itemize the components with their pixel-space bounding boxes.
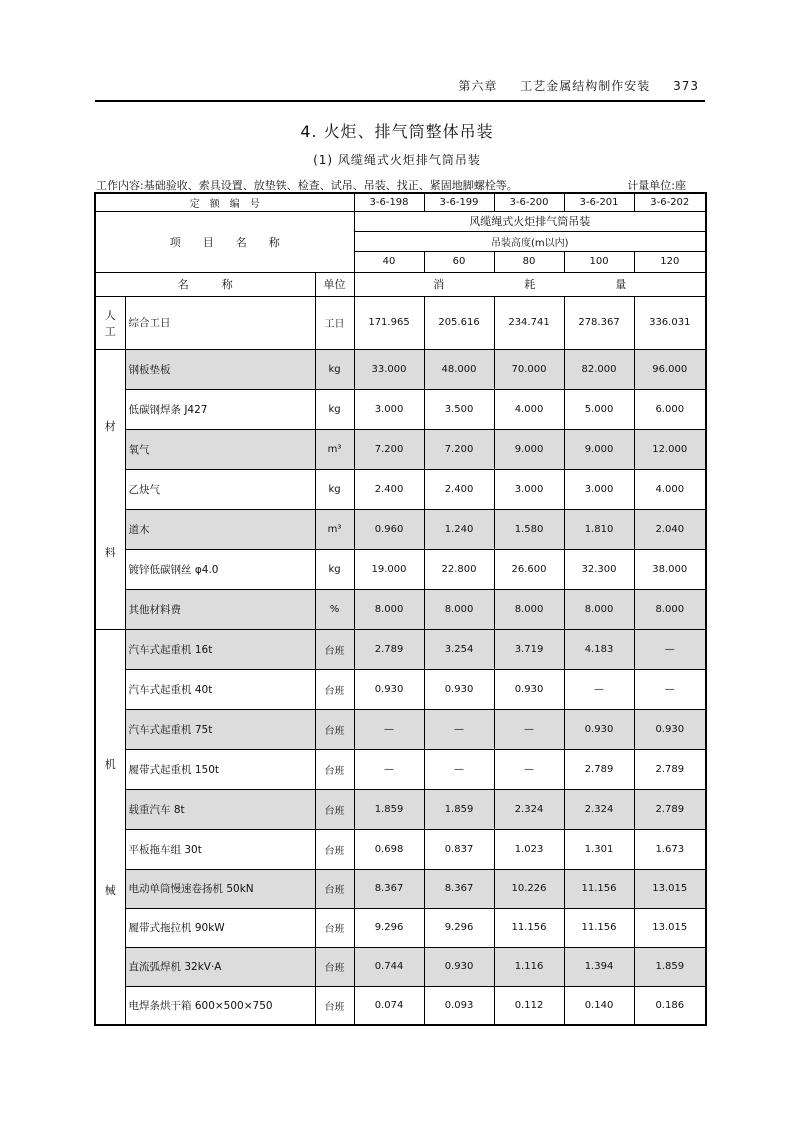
name-column-header: 名 称 [95,272,315,296]
value-cell: 96.000 [634,349,706,389]
item-name: 低碳钢焊条 J427 [125,389,315,429]
value-cell: 3.000 [354,389,424,429]
value-cell: 0.112 [494,986,564,1025]
page-subtitle: (1) 风缆绳式火炬排气筒吊装 [313,153,481,167]
table-row [95,549,706,589]
item-unit: kg [315,469,354,509]
value-cell: 278.367 [564,296,634,349]
value-cell: 11.156 [494,908,564,947]
page-title: 4. 火炬、排气筒整体吊装 [300,122,494,141]
item-unit: kg [315,389,354,429]
value-cell: — [564,669,634,709]
height-cell: 60 [424,251,494,272]
value-cell: 82.000 [564,349,634,389]
code-cell: 3-6-201 [564,193,634,211]
value-cell: — [424,749,494,789]
value-cell: 205.616 [424,296,494,349]
value-cell: 1.580 [494,509,564,549]
value-cell: 22.800 [424,549,494,589]
value-cell: 5.000 [564,389,634,429]
category-cell [95,349,125,629]
item-name: 综合工日 [125,296,315,349]
height-cell: 100 [564,251,634,272]
value-cell: — [634,669,706,709]
value-cell: 1.859 [634,947,706,986]
value-cell: 70.000 [494,349,564,389]
item-name: 汽车式起重机 16t [125,629,315,669]
value-cell: 1.023 [494,829,564,869]
value-cell: 2.324 [494,789,564,829]
value-cell: 1.859 [354,789,424,829]
table-row [95,509,706,549]
table-row [95,947,706,986]
value-cell: 3.719 [494,629,564,669]
item-unit: 台班 [315,669,354,709]
table-row [95,789,706,829]
value-cell: 0.698 [354,829,424,869]
value-cell: 8.000 [424,589,494,629]
value-cell: 0.960 [354,509,424,549]
value-cell: 1.673 [634,829,706,869]
item-name: 平板拖车组 30t [125,829,315,869]
item-name: 直流弧焊机 32kV·A [125,947,315,986]
item-name: 其他材料费 [125,589,315,629]
item-name: 乙炔气 [125,469,315,509]
value-cell: 3.254 [424,629,494,669]
value-cell: 1.394 [564,947,634,986]
value-cell: 8.000 [564,589,634,629]
value-cell: 234.741 [494,296,564,349]
value-cell: 0.930 [564,709,634,749]
page-header [95,75,705,97]
value-cell: 8.367 [424,869,494,908]
value-cell: 1.240 [424,509,494,549]
value-cell: 1.859 [424,789,494,829]
value-cell: 336.031 [634,296,706,349]
value-cell: 9.296 [424,908,494,947]
value-cell: 2.324 [564,789,634,829]
work-content-line [96,177,704,193]
value-cell: 2.789 [564,749,634,789]
value-cell: 7.200 [354,429,424,469]
table-row [95,296,706,349]
code-label: 定 额 编 号 [95,193,354,211]
consumption-header: 消 耗 量 [354,272,706,296]
category-char: 人 [104,308,116,322]
value-cell: 0.930 [424,947,494,986]
table-row [95,349,706,389]
value-cell: 0.930 [424,669,494,709]
value-cell: 2.040 [634,509,706,549]
item-name: 履带式拖拉机 90kW [125,908,315,947]
value-cell: 8.000 [494,589,564,629]
work-content: 工作内容:基础验收、索具设置、放垫铁、检查、试吊、吊装、找正、紧固地脚螺栓等。 [96,179,518,192]
value-cell: 2.789 [634,789,706,829]
item-name: 汽车式起重机 75t [125,709,315,749]
value-cell: 0.744 [354,947,424,986]
item-unit: 台班 [315,869,354,908]
item-name: 道木 [125,509,315,549]
value-cell: 0.930 [494,669,564,709]
value-cell: 171.965 [354,296,424,349]
value-cell: 0.074 [354,986,424,1025]
code-cell: 3-6-198 [354,193,424,211]
value-cell: 26.600 [494,549,564,589]
item-unit: kg [315,549,354,589]
table-row [95,669,706,709]
item-label: 项 目 名 称 [95,211,354,272]
item-name: 电动单筒慢速卷扬机 50kN [125,869,315,908]
item-name: 钢板垫板 [125,349,315,389]
table-row [95,389,706,429]
item-unit: m³ [315,509,354,549]
value-cell: 13.015 [634,869,706,908]
value-cell: 3.000 [564,469,634,509]
item-unit: 台班 [315,749,354,789]
category-char: 械 [104,883,116,897]
value-cell: — [494,749,564,789]
table-row [95,908,706,947]
value-cell: 1.810 [564,509,634,549]
unit-column-header: 单位 [315,272,354,296]
value-cell: 4.000 [634,469,706,509]
value-cell: 0.930 [354,669,424,709]
item-unit: % [315,589,354,629]
value-cell: 8.367 [354,869,424,908]
value-cell: 48.000 [424,349,494,389]
item-unit: 台班 [315,789,354,829]
item-unit: 台班 [315,709,354,749]
item-unit: kg [315,349,354,389]
value-cell: — [354,749,424,789]
header-rule [95,100,705,102]
value-cell: 4.000 [494,389,564,429]
chapter-label: 第六章 [458,79,498,93]
item-unit: 台班 [315,908,354,947]
height-cell: 80 [494,251,564,272]
value-cell: 11.156 [564,869,634,908]
item-name: 载重汽车 8t [125,789,315,829]
code-cell: 3-6-199 [424,193,494,211]
value-cell: — [494,709,564,749]
category-char: 工 [104,324,116,338]
group-title: 风缆绳式火炬排气筒吊装 [354,211,706,231]
value-cell: 19.000 [354,549,424,589]
item-unit: 台班 [315,629,354,669]
value-cell: 11.156 [564,908,634,947]
category-cell [95,629,125,1025]
code-cell: 3-6-202 [634,193,706,211]
item-name: 电焊条烘干箱 600×500×750 [125,986,315,1025]
item-unit: m³ [315,429,354,469]
value-cell: 6.000 [634,389,706,429]
value-cell: 0.930 [634,709,706,749]
table-row [95,986,706,1025]
table-row [95,749,706,789]
category-char: 料 [104,546,116,559]
table-row [95,829,706,869]
code-cell: 3-6-200 [494,193,564,211]
section-label: 工艺金属结构制作安装 [520,79,651,93]
value-cell: 33.000 [354,349,424,389]
value-cell: 0.140 [564,986,634,1025]
item-name: 履带式起重机 150t [125,749,315,789]
height-label: 吊装高度(m以内) [354,231,706,251]
item-unit: 台班 [315,986,354,1025]
value-cell: 1.116 [494,947,564,986]
value-cell: 3.000 [494,469,564,509]
value-cell: 0.093 [424,986,494,1025]
table-row [95,469,706,509]
category-cell [95,296,125,349]
value-cell: 9.000 [494,429,564,469]
value-cell: 38.000 [634,549,706,589]
page-number: 373 [673,79,699,93]
value-cell: 3.500 [424,389,494,429]
item-name: 汽车式起重机 40t [125,669,315,709]
value-cell: — [354,709,424,749]
height-cell: 40 [354,251,424,272]
value-cell: 13.015 [634,908,706,947]
value-cell: — [424,709,494,749]
table-row [95,589,706,629]
value-cell: 0.186 [634,986,706,1025]
category-char: 机 [104,757,116,771]
height-cell: 120 [634,251,706,272]
value-cell: 2.789 [634,749,706,789]
table-row [95,709,706,749]
value-cell: 8.000 [634,589,706,629]
value-cell: 32.300 [564,549,634,589]
value-cell: — [634,629,706,669]
item-unit: 台班 [315,829,354,869]
table-row [95,629,706,669]
value-cell: 0.837 [424,829,494,869]
value-cell: 2.400 [424,469,494,509]
value-cell: 10.226 [494,869,564,908]
value-cell: 2.400 [354,469,424,509]
value-cell: 12.000 [634,429,706,469]
quota-table [94,192,707,1026]
value-cell: 9.000 [564,429,634,469]
item-name: 氧气 [125,429,315,469]
value-cell: 9.296 [354,908,424,947]
table-row [95,429,706,469]
unit-label: 计量单位:座 [627,179,686,192]
item-name: 镀锌低碳钢丝 φ4.0 [125,549,315,589]
table-row [95,869,706,908]
value-cell: 1.301 [564,829,634,869]
category-char: 材 [104,420,116,433]
item-unit: 台班 [315,947,354,986]
value-cell: 8.000 [354,589,424,629]
value-cell: 7.200 [424,429,494,469]
value-cell: 2.789 [354,629,424,669]
item-unit: 工日 [315,296,354,349]
value-cell: 4.183 [564,629,634,669]
